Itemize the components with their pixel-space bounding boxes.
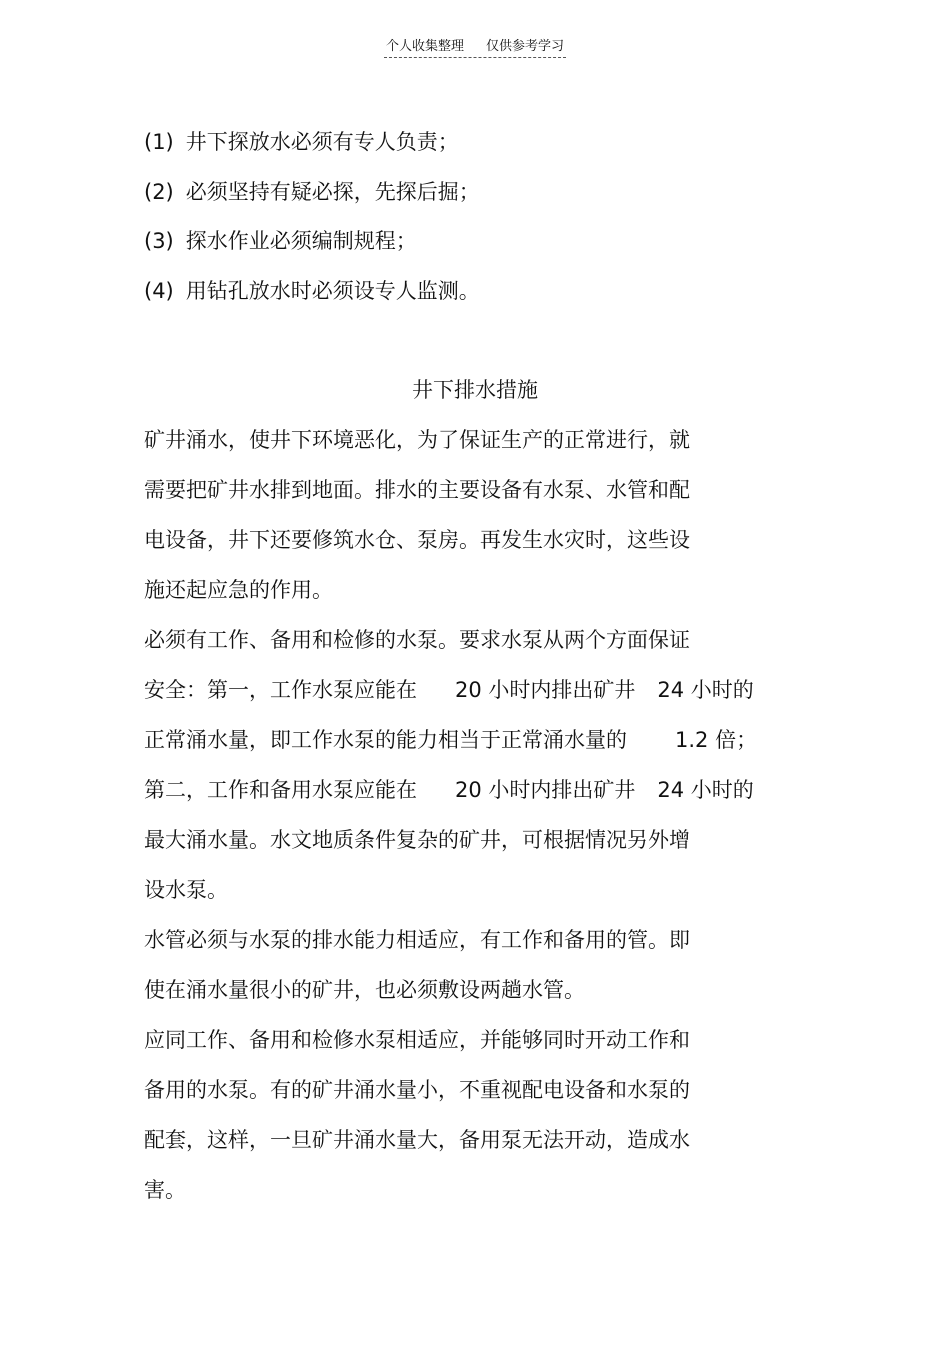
line-segment: 安全：第一，工作水泵应能在 (144, 678, 417, 702)
list-item-number: (3) (144, 229, 174, 253)
line-segment: 正常涌水量，即工作水泵的能力相当于正常涌水量的 (144, 728, 627, 752)
paragraph-line: 需要把矿井水排到地面。排水的主要设备有水泵、水管和配 (144, 478, 690, 502)
paragraph-line (144, 776, 754, 804)
line-segment: 24 小时的 (657, 778, 754, 802)
paragraph-line: 应同工作、备用和检修水泵相适应，并能够同时开动工作和 (144, 1028, 690, 1052)
line-segment: 20 小时内排出矿井 (455, 778, 636, 802)
paragraph-line (144, 726, 757, 754)
list-item-number: (4) (144, 279, 174, 303)
line-segment: 1.2 倍； (675, 728, 758, 752)
list-item (144, 128, 459, 156)
list-item (144, 227, 417, 255)
paragraph-line: 设水泵。 (144, 878, 228, 902)
header-underline (384, 38, 566, 58)
paragraph-line: 备用的水泵。有的矿井涌水量小，不重视配电设备和水泵的 (144, 1078, 690, 1102)
header-left-text: 个人收集整理 (385, 39, 464, 54)
header-right-text: 仅供参考学习 (486, 39, 565, 54)
paragraph-line: 最大涌水量。水文地质条件复杂的矿井，可根据情况另外增 (144, 828, 690, 852)
paragraph-line: 配套，这样，一旦矿井涌水量大，备用泵无法开动，造成水 (144, 1128, 690, 1152)
section-title: 井下排水措施 (412, 378, 538, 402)
paragraph-line: 水管必须与水泵的排水能力相适应，有工作和备用的管。即 (144, 928, 690, 952)
list-item-text: 井下探放水必须有专人负责； (185, 130, 459, 154)
list-item-text: 探水作业必须编制规程； (185, 229, 417, 253)
list-item-text: 必须坚持有疑必探，先探后掘； (185, 180, 480, 204)
paragraph-line: 必须有工作、备用和检修的水泵。要求水泵从两个方面保证 (144, 628, 690, 652)
page-header (0, 38, 950, 58)
list-item-number: (2) (144, 180, 174, 204)
paragraph-line: 矿井涌水，使井下环境恶化，为了保证生产的正常进行，就 (144, 428, 690, 452)
list-item (144, 178, 480, 206)
list-item-number: (1) (144, 130, 174, 154)
paragraph-line: 电设备，井下还要修筑水仓、泵房。再发生水灾时，这些设 (144, 528, 690, 552)
paragraph-line: 使在涌水量很小的矿井，也必须敷设两趟水管。 (144, 978, 585, 1002)
paragraph-line (144, 676, 754, 704)
line-segment: 20 小时内排出矿井 (455, 678, 636, 702)
line-segment: 第二，工作和备用水泵应能在 (144, 778, 417, 802)
paragraph-line: 害。 (144, 1178, 186, 1202)
list-item-text: 用钻孔放水时必须设专人监测。 (185, 279, 480, 303)
paragraph-line: 施还起应急的作用。 (144, 578, 333, 602)
list-item (144, 277, 480, 305)
line-segment: 24 小时的 (657, 678, 754, 702)
